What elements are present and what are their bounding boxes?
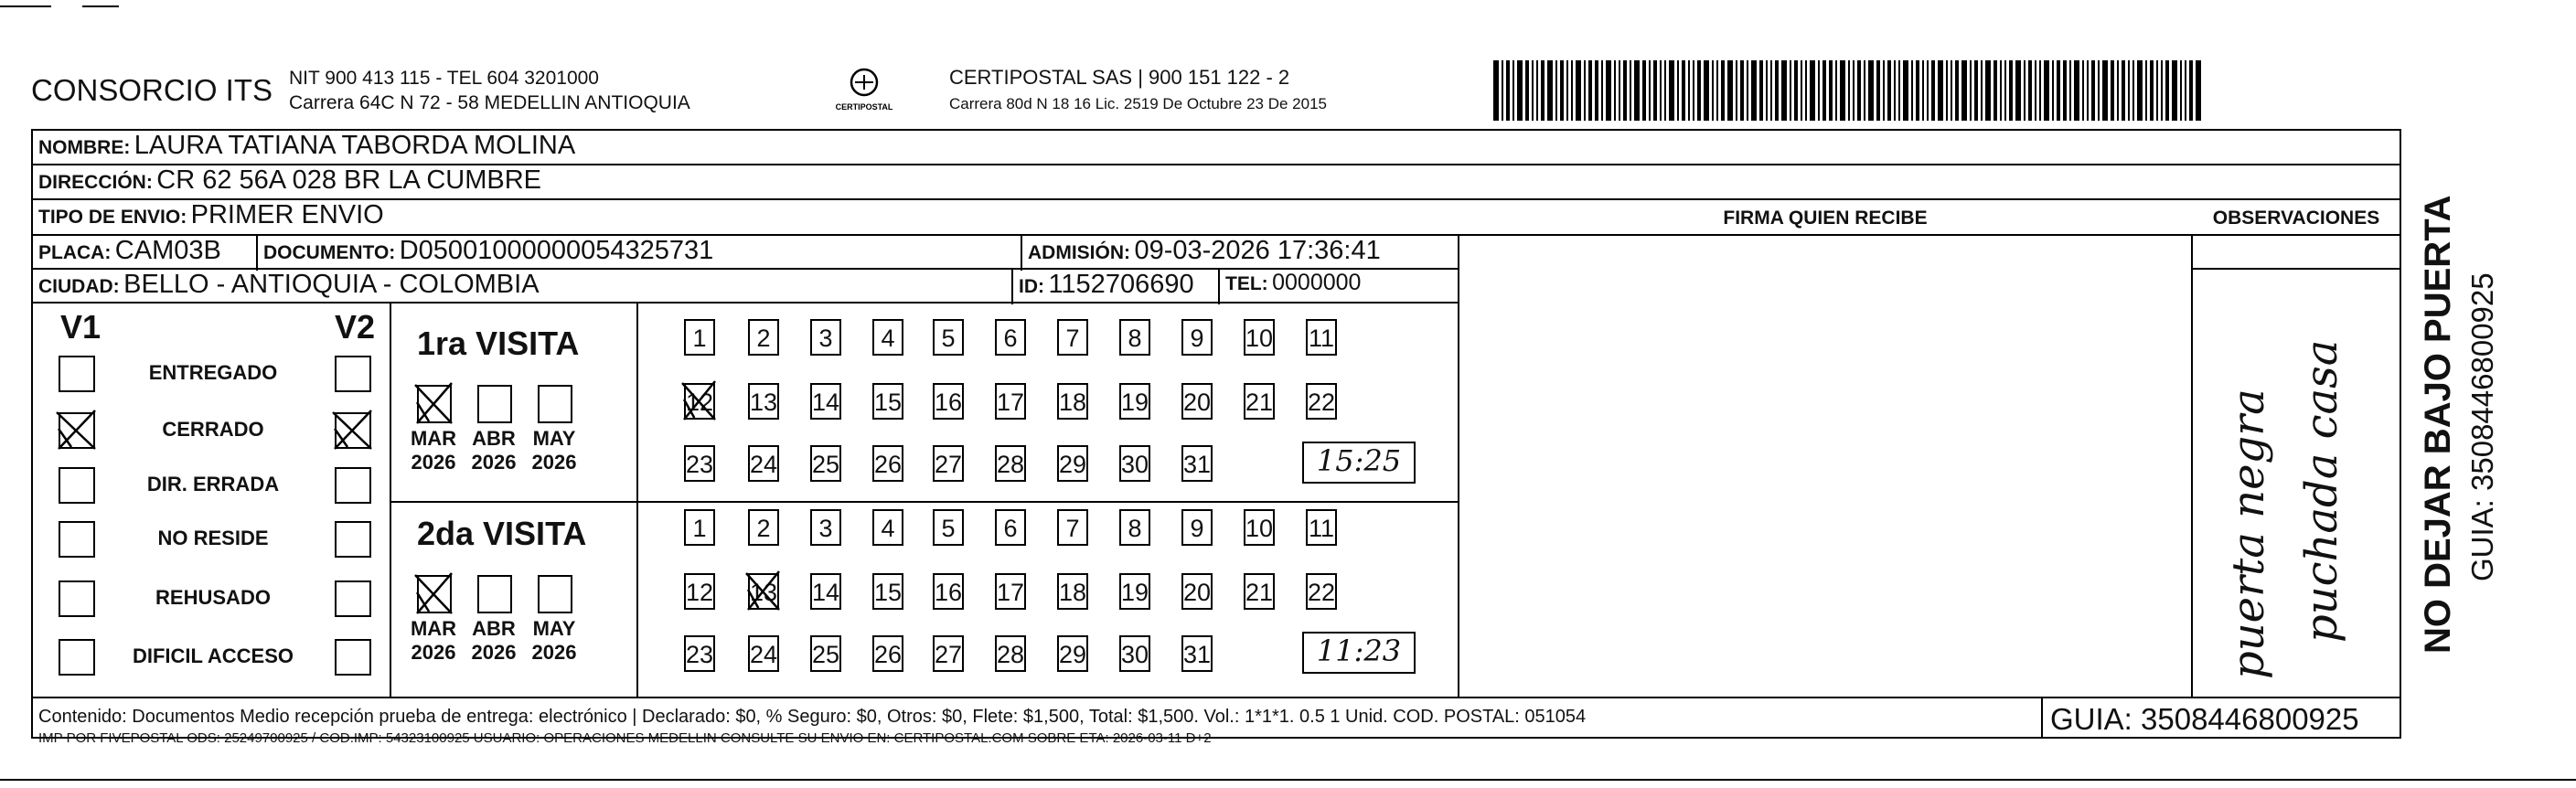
barcode-bar — [1857, 60, 1861, 121]
barcode-bar — [1697, 60, 1701, 121]
second-day-box[interactable]: 1 — [684, 509, 715, 546]
second-day-box[interactable]: 21 — [1244, 573, 1275, 610]
barcode-bar — [2145, 60, 2147, 121]
barcode-bar — [1740, 60, 1744, 121]
barcode-bar — [2028, 60, 2032, 121]
barcode-bar — [2102, 60, 2108, 121]
barcode-bar — [2009, 60, 2013, 121]
second-day-box[interactable]: 14 — [810, 573, 841, 610]
first-month-checkbox[interactable] — [417, 385, 452, 423]
barcode-bar — [1835, 60, 1837, 121]
side-warning: NO DEJAR BAJO PUERTA — [2418, 195, 2458, 654]
tipo-value: PRIMER ENVIO — [190, 200, 384, 229]
barcode-bar — [2098, 60, 2100, 121]
first-day-box[interactable]: 19 — [1119, 383, 1150, 420]
placa-label: PLACA: — [38, 242, 112, 263]
barcode-bar — [1653, 60, 1657, 121]
barcode-bar — [1751, 60, 1757, 121]
first-day-box[interactable]: 29 — [1057, 445, 1088, 482]
v1-checkbox[interactable] — [59, 639, 95, 676]
first-day-box[interactable]: 1 — [684, 319, 715, 356]
barcode-bar — [1716, 60, 1718, 121]
first-month-label — [466, 427, 521, 474]
barcode-bar — [2057, 60, 2060, 121]
ciudad-label: CIUDAD: — [38, 276, 120, 297]
first-day-box[interactable]: 8 — [1119, 319, 1150, 356]
second-visit-title: 2da VISITA — [417, 515, 587, 552]
second-day-box[interactable]: 15 — [872, 573, 903, 610]
logo-text: CERTIPOSTAL — [835, 102, 893, 112]
second-day-box[interactable]: 25 — [810, 635, 841, 672]
cert-line-2: Carrera 80d N 18 16 Lic. 2519 De Octubre 23 De 2015 — [949, 95, 1327, 112]
barcode-bar — [1801, 60, 1802, 121]
second-day-box[interactable]: 2 — [748, 509, 779, 546]
barcode-bar — [1894, 60, 1896, 121]
barcode-bar — [2087, 60, 2089, 121]
first-day-box[interactable]: 13 — [748, 383, 779, 420]
barcode-bar — [1606, 60, 1611, 121]
barcode-bar — [1898, 60, 1900, 121]
barcode-bar — [2000, 60, 2002, 121]
second-visit-time: 11:23 — [1302, 632, 1416, 674]
barcode-bar — [1887, 60, 1891, 121]
observaciones-label: OBSERVACIONES — [2212, 208, 2380, 229]
barcode-bar — [1536, 60, 1538, 121]
first-day-box[interactable]: 9 — [1181, 319, 1213, 356]
barcode-bar — [1903, 60, 1908, 121]
direccion-label: DIRECCIÓN: — [38, 172, 153, 193]
month-name: ABR — [472, 617, 516, 640]
first-day-box[interactable]: 4 — [872, 319, 903, 356]
firma-label: FIRMA QUIEN RECIBE — [1723, 208, 1928, 229]
barcode-bar — [1532, 60, 1534, 121]
ciudad-cell — [38, 270, 540, 300]
documento-label: DOCUMENTO: — [263, 242, 396, 263]
barcode-bar — [1642, 60, 1646, 121]
direccion-row — [38, 165, 541, 196]
id-label: ID: — [1019, 276, 1044, 297]
first-day-box[interactable]: 15 — [872, 383, 903, 420]
barcode-bar — [1517, 60, 1523, 121]
barcode-bar — [1770, 60, 1772, 121]
placa-cell — [38, 236, 221, 266]
barcode-bar — [1588, 60, 1592, 121]
cert-line-1: CERTIPOSTAL SAS | 900 151 122 - 2 — [949, 66, 1290, 89]
second-month-label — [406, 617, 461, 665]
second-day-box[interactable]: 7 — [1057, 509, 1088, 546]
month-year: 2026 — [471, 451, 517, 474]
month-name: MAY — [532, 617, 576, 640]
barcode-bar — [2069, 60, 2071, 121]
address-line: Carrera 64C N 72 - 58 MEDELLIN ANTIOQUIA — [289, 92, 690, 113]
second-day-box[interactable]: 5 — [933, 509, 964, 546]
barcode-bar — [1822, 60, 1826, 121]
second-day-box[interactable]: 24 — [748, 635, 779, 672]
first-day-box[interactable]: 22 — [1306, 383, 1337, 420]
first-day-box[interactable]: 6 — [995, 319, 1026, 356]
barcode-bar — [1595, 60, 1598, 121]
admision-cell — [1028, 236, 1381, 266]
v1-checkbox[interactable] — [59, 580, 95, 617]
placa-value: CAM03B — [114, 236, 221, 265]
first-day-box[interactable]: 28 — [995, 445, 1026, 482]
month-year: 2026 — [411, 451, 456, 474]
nit-line: NIT 900 413 115 - TEL 604 3201000 — [289, 68, 599, 89]
v1-checkbox[interactable] — [59, 467, 95, 504]
barcode-bar — [1916, 60, 1919, 121]
v2-label: V2 — [335, 308, 376, 346]
tipo-row — [38, 200, 384, 230]
first-visit-time: 15:25 — [1302, 442, 1416, 484]
barcode-bar — [1766, 60, 1768, 121]
barcode-bar — [1829, 60, 1833, 121]
first-day-box[interactable]: 16 — [933, 383, 964, 420]
barcode-bar — [2035, 60, 2036, 121]
second-day-box[interactable]: 19 — [1119, 573, 1150, 610]
barcode-bar — [1985, 60, 1991, 121]
barcode-bar — [2122, 60, 2125, 121]
barcode-bar — [2156, 60, 2158, 121]
second-day-box[interactable]: 22 — [1306, 573, 1337, 610]
barcode-bar — [2074, 60, 2079, 121]
first-day-box[interactable]: 14 — [810, 383, 841, 420]
month-name: ABR — [472, 427, 516, 450]
barcode-bar — [1810, 60, 1815, 121]
barcode-bar — [1931, 60, 1935, 121]
tel-cell — [1225, 270, 1361, 296]
barcode-bar — [1704, 60, 1709, 121]
barcode-bar — [1955, 60, 1959, 121]
v2-checkbox[interactable] — [335, 521, 371, 558]
v2-checkbox[interactable] — [335, 356, 371, 392]
status-label: NO RESIDE — [157, 527, 269, 549]
barcode-bar — [1876, 60, 1880, 121]
first-month-label — [406, 427, 461, 474]
barcode-bar — [1790, 60, 1791, 121]
barcode-bar — [1660, 60, 1662, 121]
second-day-box[interactable]: 8 — [1119, 509, 1150, 546]
barcode-bar — [1747, 60, 1748, 121]
barcode-bar — [1502, 60, 1503, 121]
first-day-box[interactable]: 2 — [748, 319, 779, 356]
barcode-bar — [1601, 60, 1603, 121]
barcode-bar — [1721, 60, 1725, 121]
first-day-box[interactable]: 20 — [1181, 383, 1213, 420]
first-day-box[interactable]: 31 — [1181, 445, 1213, 482]
barcode-bar — [1775, 60, 1779, 121]
certipostal-logo-icon — [828, 66, 901, 117]
v2-checkbox[interactable] — [335, 580, 371, 617]
nombre-value: LAURA TATIANA TABORDA MOLINA — [134, 131, 576, 160]
month-year: 2026 — [531, 641, 577, 664]
barcode-bar — [1555, 60, 1557, 121]
first-day-box[interactable]: 21 — [1244, 383, 1275, 420]
admision-value: 09-03-2026 17:36:41 — [1134, 236, 1381, 265]
v1-checkbox[interactable] — [59, 356, 95, 392]
barcode-bar — [1794, 60, 1798, 121]
barcode-bar — [1693, 60, 1694, 121]
second-month-checkbox[interactable] — [538, 575, 572, 613]
first-day-box[interactable]: 17 — [995, 383, 1026, 420]
barcode-bar — [1840, 60, 1845, 121]
barcode-bar — [1525, 60, 1529, 121]
barcode-bar — [1634, 60, 1640, 121]
barcode-bar — [1566, 60, 1568, 121]
first-day-box[interactable]: 5 — [933, 319, 964, 356]
second-day-box[interactable]: 29 — [1057, 635, 1088, 672]
barcode-bar — [1688, 60, 1690, 121]
barcode-bar — [2004, 60, 2006, 121]
second-day-box[interactable]: 27 — [933, 635, 964, 672]
v2-checkbox[interactable] — [335, 467, 371, 504]
barcode-bar — [1584, 60, 1586, 121]
barcode-bar — [1805, 60, 1807, 121]
barcode-bar — [2052, 60, 2054, 121]
barcode-bar — [2150, 60, 2154, 121]
v2-checkbox[interactable] — [335, 639, 371, 676]
barcode-bar — [1727, 60, 1733, 121]
id-cell — [1019, 270, 1194, 300]
documento-cell — [263, 236, 713, 266]
barcode-bar — [1506, 60, 1510, 121]
barcode-bar — [2024, 60, 2026, 121]
barcode-bar — [2180, 60, 2182, 121]
barcode-bar — [2111, 60, 2114, 121]
barcode-bar — [1736, 60, 1737, 121]
second-day-box[interactable]: 20 — [1181, 573, 1213, 610]
barcode-bar — [1541, 60, 1545, 121]
barcode-bar — [1927, 60, 1929, 121]
barcode-bar — [2044, 60, 2049, 121]
ciudad-value: BELLO - ANTIOQUIA - COLOMBIA — [123, 270, 540, 299]
second-day-box[interactable]: 10 — [1244, 509, 1275, 546]
id-value: 1152706690 — [1048, 270, 1194, 299]
barcode-bar — [1938, 60, 1943, 121]
status-label: DIFICIL ACCESO — [132, 644, 294, 667]
status-label: CERRADO — [162, 418, 264, 441]
barcode-bar — [2082, 60, 2084, 121]
first-day-box[interactable]: 30 — [1119, 445, 1150, 482]
v1-checkbox[interactable] — [59, 521, 95, 558]
barcode-bar — [2172, 60, 2177, 121]
tel-value: 0000000 — [1272, 270, 1362, 295]
month-name: MAY — [532, 427, 576, 450]
barcode-bar — [2091, 60, 2095, 121]
second-day-box[interactable]: 12 — [684, 573, 715, 610]
obs-handwriting-2: puchada casa — [2296, 339, 2347, 643]
second-day-box[interactable]: 9 — [1181, 509, 1213, 546]
certipostal-info — [949, 66, 1327, 113]
barcode-bar — [1848, 60, 1850, 121]
first-month-checkbox[interactable] — [477, 385, 512, 423]
second-month-checkbox[interactable] — [477, 575, 512, 613]
barcode-bar — [1883, 60, 1885, 121]
second-day-box[interactable]: 23 — [684, 635, 715, 672]
barcode-bar — [2128, 60, 2130, 121]
barcode-bar — [1576, 60, 1581, 121]
barcode-bar — [1864, 60, 1865, 121]
nombre-label: NOMBRE: — [38, 137, 131, 158]
barcode-bar — [2117, 60, 2119, 121]
first-day-box[interactable]: 11 — [1306, 319, 1337, 356]
barcode-bar — [1512, 60, 1514, 121]
barcode-bar — [1946, 60, 1948, 121]
status-label: REHUSADO — [155, 586, 271, 609]
footer-guia: GUIA: 3508446800925 — [2050, 702, 2359, 736]
barcode-bar — [2039, 60, 2041, 121]
second-day-box[interactable]: 17 — [995, 573, 1026, 610]
barcode-bar — [1493, 60, 1499, 121]
barcode-bar — [1970, 60, 1972, 121]
company-info — [289, 66, 690, 115]
v1-checkbox[interactable] — [59, 412, 95, 449]
second-day-box[interactable]: 31 — [1181, 635, 1213, 672]
footer-content: Contenido: Documentos Medio recepción prueba de entrega: electrónico | Declarado: $0, % Seguro: $0, Otros: $0, Flete: $1,500, Total: $1,500. Vol.: 1*1*1. 0.5 1 Unid. COD. POSTAL: 051054 — [38, 707, 1587, 727]
second-month-label — [466, 617, 521, 665]
second-day-box[interactable]: 28 — [995, 635, 1026, 672]
first-month-label — [527, 427, 582, 474]
admision-label: ADMISIÓN: — [1028, 242, 1130, 263]
barcode-bar — [1649, 60, 1651, 121]
barcode-bar — [2063, 60, 2067, 121]
footer-meta: IMP POR FIVEPOSTAL ODS: 25249700925 / COD.IMP: 54323100925 USUARIO: OPERACIONES MEDELLIN CONSULTE SU ENVIO EN: CERTIPOSTAL.COM SOBRE ETA: 2026-03-11 D+2 — [38, 730, 1212, 746]
barcode-bar — [2132, 60, 2134, 121]
v2-checkbox[interactable] — [335, 412, 371, 449]
second-month-checkbox[interactable] — [417, 575, 452, 613]
second-month-label — [527, 617, 582, 665]
first-visit-title: 1ra VISITA — [417, 325, 580, 362]
obs-handwriting-1: puerta negra — [2223, 389, 2274, 679]
barcode-bar — [1781, 60, 1787, 121]
barcode-bar — [1993, 60, 1997, 121]
shipping-form — [31, 129, 2401, 746]
second-day-box[interactable]: 18 — [1057, 573, 1088, 610]
barcode-bar — [1951, 60, 1952, 121]
first-day-box[interactable]: 25 — [810, 445, 841, 482]
barcode-bar — [1664, 60, 1666, 121]
barcode-bar — [1759, 60, 1763, 121]
documento-value: D05001000000054325731 — [399, 236, 714, 265]
barcode-bar — [1630, 60, 1631, 121]
second-day-box[interactable]: 30 — [1119, 635, 1150, 672]
barcode-bar — [1961, 60, 1967, 121]
nombre-row — [38, 131, 575, 161]
first-day-box[interactable]: 26 — [872, 445, 903, 482]
status-label: ENTREGADO — [148, 361, 278, 384]
barcode-bar — [1623, 60, 1627, 121]
second-day-box[interactable]: 13 — [748, 573, 779, 610]
month-year: 2026 — [531, 451, 577, 474]
month-name: MAR — [410, 617, 457, 640]
barcode-bar — [2015, 60, 2021, 121]
barcode-bar — [1922, 60, 1924, 121]
month-name: MAR — [410, 427, 457, 450]
barcode-bar — [1981, 60, 1983, 121]
first-month-checkbox[interactable] — [538, 385, 572, 423]
barcode-bar — [1547, 60, 1553, 121]
v1-label: V1 — [60, 308, 102, 346]
barcode-bar — [1571, 60, 1573, 121]
barcode-bar — [1669, 60, 1674, 121]
first-day-box[interactable]: 3 — [810, 319, 841, 356]
first-day-box[interactable]: 12 — [684, 383, 715, 420]
second-day-box[interactable]: 4 — [872, 509, 903, 546]
barcode-bar — [1818, 60, 1820, 121]
barcode-bar — [1682, 60, 1685, 121]
tel-label: TEL: — [1225, 273, 1268, 294]
first-day-box[interactable]: 18 — [1057, 383, 1088, 420]
barcode-bar — [2137, 60, 2143, 121]
direccion-value: CR 62 56A 028 BR LA CUMBRE — [156, 165, 541, 195]
barcode — [1493, 60, 2218, 121]
barcode-bar — [1614, 60, 1616, 121]
barcode-bar — [1974, 60, 1978, 121]
barcode-bar — [1911, 60, 1913, 121]
second-day-box[interactable]: 11 — [1306, 509, 1337, 546]
barcode-bar — [2189, 60, 2193, 121]
first-day-box[interactable]: 7 — [1057, 319, 1088, 356]
status-label: DIR. ERRADA — [146, 473, 280, 495]
first-day-box[interactable]: 10 — [1244, 319, 1275, 356]
second-day-box[interactable]: 6 — [995, 509, 1026, 546]
barcode-bar — [1619, 60, 1620, 121]
barcode-bar — [2185, 60, 2186, 121]
barcode-bar — [1712, 60, 1714, 121]
month-year: 2026 — [471, 641, 517, 664]
side-guia: GUIA: 3508446800925 — [2465, 272, 2499, 581]
second-day-box[interactable]: 16 — [933, 573, 964, 610]
first-day-box[interactable]: 24 — [748, 445, 779, 482]
barcode-bar — [2165, 60, 2169, 121]
barcode-bar — [2196, 60, 2201, 121]
second-day-box[interactable]: 3 — [810, 509, 841, 546]
first-day-box[interactable]: 23 — [684, 445, 715, 482]
month-year: 2026 — [411, 641, 456, 664]
barcode-bar — [1677, 60, 1679, 121]
barcode-bar — [1560, 60, 1564, 121]
barcode-bar — [1853, 60, 1855, 121]
company-name: CONSORCIO ITS — [31, 73, 273, 107]
tipo-label: TIPO DE ENVIO: — [38, 207, 187, 228]
second-day-box[interactable]: 26 — [872, 635, 903, 672]
barcode-bar — [2161, 60, 2163, 121]
barcode-bar — [1868, 60, 1874, 121]
first-day-box[interactable]: 27 — [933, 445, 964, 482]
